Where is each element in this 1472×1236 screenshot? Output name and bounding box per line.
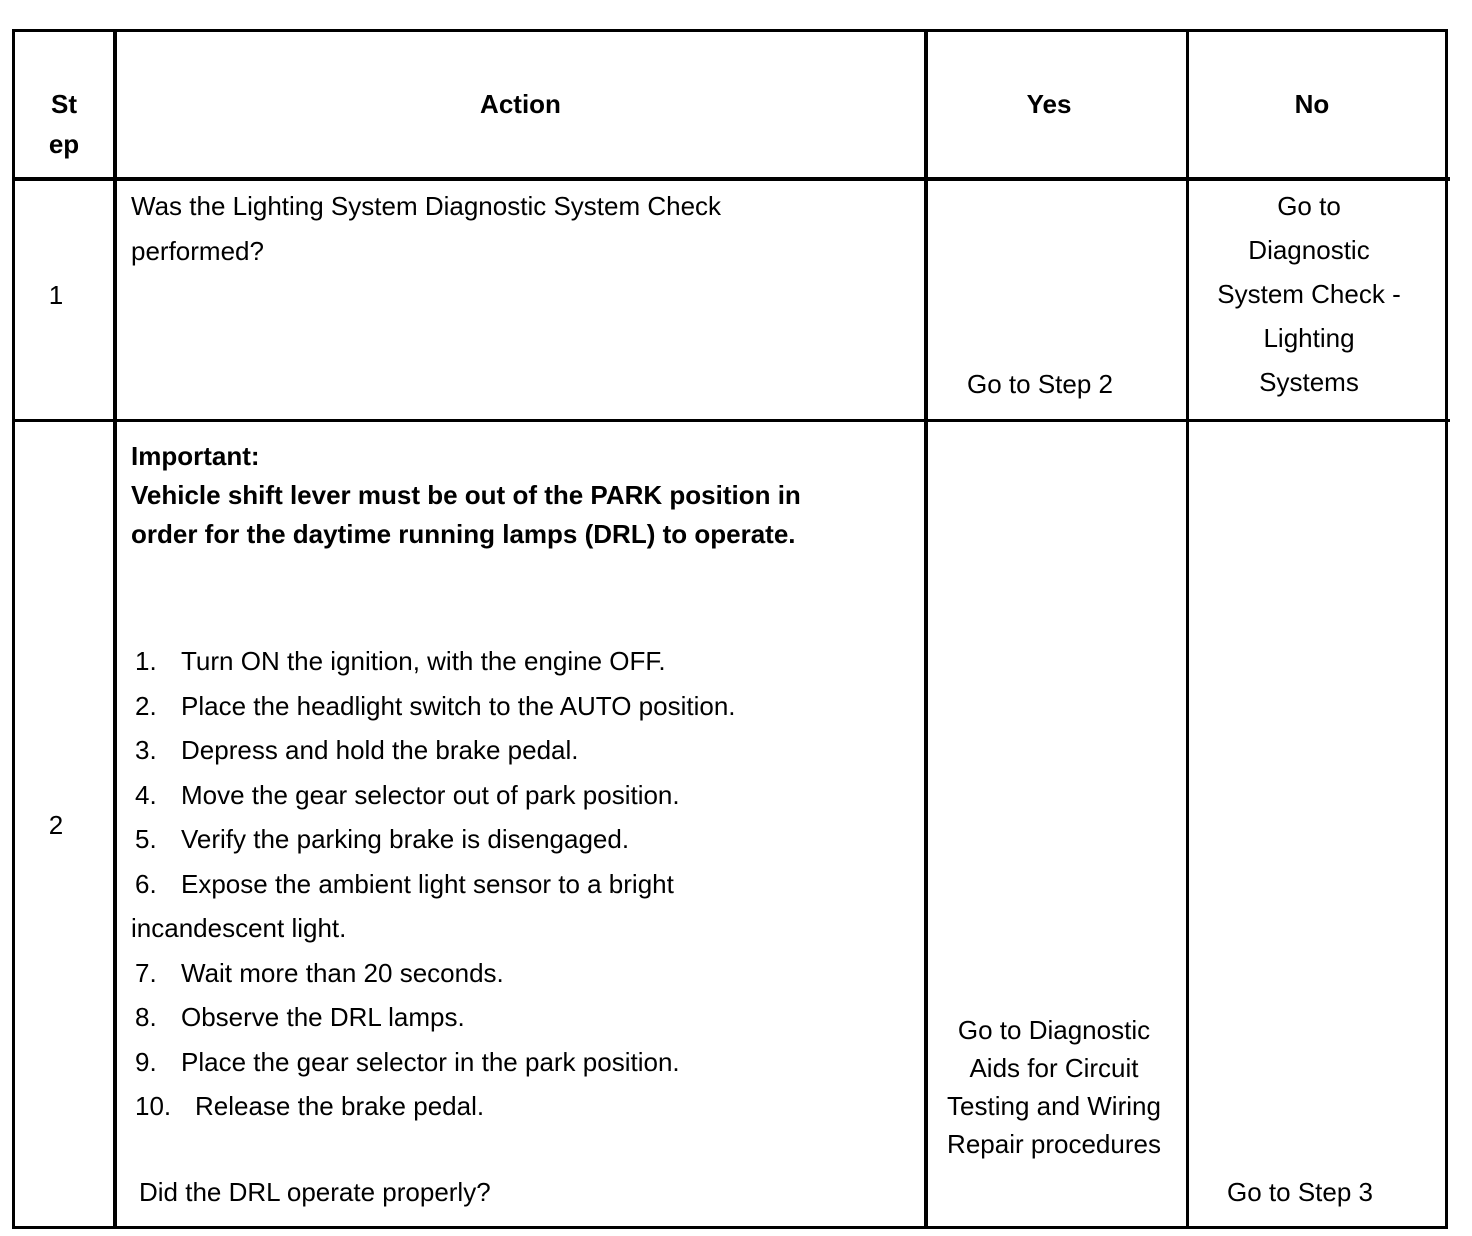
procedure-step bbox=[135, 1040, 680, 1084]
procedure-step bbox=[135, 995, 465, 1039]
row1-no bbox=[1189, 184, 1429, 404]
header-divider bbox=[12, 177, 1450, 181]
row1-no-line: Lighting bbox=[1263, 323, 1355, 353]
header-step-line1: St bbox=[51, 89, 77, 119]
row1-action-line2: performed? bbox=[131, 236, 264, 266]
procedure-step-number: 5. bbox=[135, 824, 157, 854]
procedure-step-text: Turn ON the ignition, with the engine OFF. bbox=[181, 646, 666, 676]
row2-no: Go to Step 3 bbox=[1227, 1177, 1373, 1207]
row2-yes-line: Aids for Circuit bbox=[969, 1053, 1139, 1083]
procedure-step bbox=[135, 862, 674, 906]
procedure-step-number: 9. bbox=[135, 1047, 157, 1077]
table-border-left bbox=[12, 29, 15, 1229]
row2-step: 2 bbox=[48, 810, 64, 840]
procedure-step bbox=[135, 639, 666, 683]
row1-no-line: System Check - bbox=[1217, 279, 1401, 309]
table-border-right bbox=[1445, 29, 1448, 1229]
procedure-step-text: Expose the ambient light sensor to a bright bbox=[181, 869, 674, 899]
column-divider-action bbox=[924, 29, 928, 1229]
procedure-step bbox=[135, 773, 680, 817]
row2-yes-line: Go to Diagnostic bbox=[957, 1015, 1151, 1045]
procedure-step bbox=[135, 1084, 484, 1128]
procedure-step-text: Depress and hold the brake pedal. bbox=[181, 735, 579, 765]
row1-step: 1 bbox=[48, 280, 64, 310]
procedure-step-text: Place the gear selector in the park position. bbox=[181, 1047, 680, 1077]
procedure-step bbox=[135, 684, 736, 728]
table-border-bottom bbox=[12, 1226, 1448, 1229]
procedure-step-text: incandescent light. bbox=[131, 913, 347, 943]
important-label: Important: bbox=[131, 441, 260, 471]
row1-no-line: Diagnostic bbox=[1248, 235, 1370, 265]
procedure-step-number: 4. bbox=[135, 780, 157, 810]
important-text-line1: Vehicle shift lever must be out of the PARK position in bbox=[131, 480, 801, 510]
procedure-step-text: Verify the parking brake is disengaged. bbox=[181, 824, 630, 854]
procedure-step bbox=[135, 951, 504, 995]
row2-yes bbox=[930, 1011, 1178, 1163]
header-action: Action bbox=[480, 89, 561, 119]
procedure-step-text: Place the headlight switch to the AUTO position. bbox=[181, 691, 736, 721]
procedure-step-number: 10. bbox=[135, 1091, 172, 1121]
column-divider-step bbox=[113, 29, 117, 1229]
procedure-step-text: Release the brake pedal. bbox=[195, 1091, 485, 1121]
row1-no-line: Go to bbox=[1277, 191, 1341, 221]
header-step-line2: ep bbox=[48, 129, 80, 159]
procedure-step-number: 3. bbox=[135, 735, 157, 765]
important-text-line2: order for the daytime running lamps (DRL) to operate. bbox=[131, 519, 796, 549]
row2-yes-line: Testing and Wiring bbox=[947, 1091, 1161, 1121]
procedure-step-text: Wait more than 20 seconds. bbox=[181, 958, 504, 988]
procedure-step-number: 2. bbox=[135, 691, 157, 721]
procedure-step-number: 1. bbox=[135, 646, 157, 676]
procedure-step-text: Observe the DRL lamps. bbox=[181, 1002, 465, 1032]
row2-question: Did the DRL operate properly? bbox=[139, 1177, 491, 1207]
header-step bbox=[15, 84, 113, 164]
row-divider bbox=[12, 419, 1450, 422]
procedure-step-text: Move the gear selector out of park position. bbox=[181, 780, 680, 810]
header-no: No bbox=[1294, 89, 1330, 119]
procedure-step-number: 7. bbox=[135, 958, 157, 988]
procedure-step bbox=[135, 728, 579, 772]
row1-no-line: Systems bbox=[1259, 367, 1359, 397]
row2-yes-line: Repair procedures bbox=[947, 1129, 1161, 1159]
procedure-step-number: 8. bbox=[135, 1002, 157, 1032]
procedure-step-number: 6. bbox=[135, 869, 157, 899]
row1-yes: Go to Step 2 bbox=[967, 369, 1113, 399]
row1-action-line1: Was the Lighting System Diagnostic System Check bbox=[131, 191, 722, 221]
procedure-step bbox=[135, 817, 629, 861]
header-yes: Yes bbox=[1026, 89, 1072, 119]
procedure-step-continuation bbox=[131, 906, 346, 950]
table-border-top bbox=[12, 29, 1448, 32]
